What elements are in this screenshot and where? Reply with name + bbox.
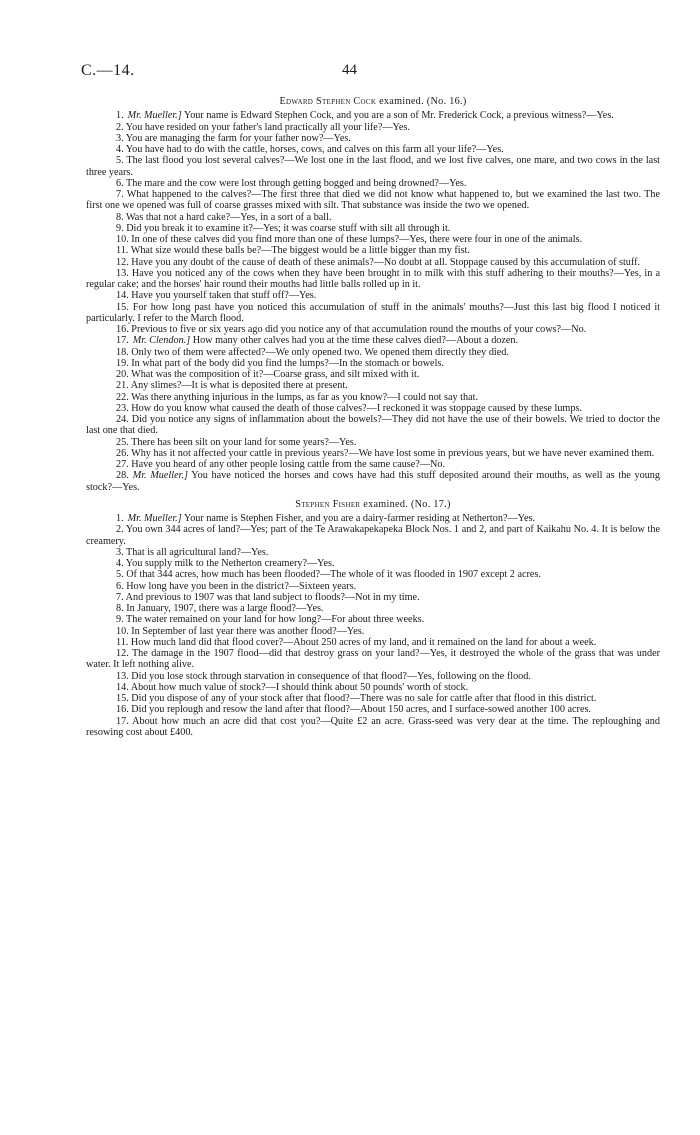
question-answer-text: And previous to 1907 was that land subject to floods?—Not in my time. bbox=[123, 591, 420, 603]
qa-paragraph bbox=[86, 437, 660, 448]
qa-paragraph bbox=[86, 470, 660, 493]
qa-paragraph bbox=[86, 380, 660, 391]
question-number: 23. bbox=[116, 402, 129, 414]
question-number: 16. bbox=[116, 324, 129, 335]
question-number: 10. bbox=[116, 234, 129, 245]
qa-paragraph bbox=[86, 414, 660, 437]
question-answer-text: Why has it not affected your cattle in previous years?—We have lost some in previous years, but we have never examined them. bbox=[128, 447, 655, 459]
examiner-name: Mr. Mueller.] bbox=[132, 470, 188, 482]
examiner-name: Mr. Mueller.] bbox=[127, 110, 182, 122]
question-number: 15. bbox=[116, 693, 129, 704]
question-answer-text: What happened to the calves?—The first three that died we did not know what happened to, but we examined the last two. The first one we opened was full of coarse grasses mixed with silt. That substance was inside the two we opened. bbox=[86, 189, 660, 212]
witness-section bbox=[86, 499, 660, 738]
qa-paragraph bbox=[86, 603, 660, 614]
question-number: 1. bbox=[116, 110, 124, 122]
question-number: 13. bbox=[116, 670, 129, 682]
question-answer-text: Your name is Stephen Fisher, and you are a dairy-farmer residing at Netherton?—Yes. bbox=[181, 513, 536, 524]
question-answer-text: You have had to do with the cattle, horses, cows, and calves on this farm all your life?—Yes. bbox=[123, 144, 504, 155]
qa-paragraph bbox=[86, 716, 660, 739]
question-answer-text: You are managing the farm for your father now?—Yes. bbox=[123, 132, 351, 144]
qa-paragraph bbox=[86, 637, 660, 648]
qa-paragraph bbox=[86, 524, 660, 547]
section-title bbox=[86, 96, 660, 107]
qa-paragraph bbox=[86, 223, 660, 234]
question-number: 8. bbox=[116, 211, 124, 223]
question-answer-text: You own 344 acres of land?—Yes; part of the Te Arawakapekapeka Block Nos. 1 and 2, and part of Kaikahu No. 4. It is below the creamery. bbox=[86, 524, 660, 547]
qa-paragraph bbox=[86, 347, 660, 358]
qa-paragraph bbox=[86, 324, 660, 335]
qa-paragraph bbox=[86, 671, 660, 682]
question-answer-text: Have you any doubt of the cause of death of these animals?—No doubt at all. Stoppage caused by this accumulation of stuff. bbox=[128, 256, 641, 268]
question-answer-text: Did you dispose of any of your stock after that flood?—There was no sale for cattle after that flood in this district. bbox=[128, 693, 597, 704]
question-number: 3. bbox=[116, 546, 124, 558]
question-answer-text: What was the composition of it?—Coarse grass, and silt mixed with it. bbox=[128, 369, 420, 380]
paragraph-list bbox=[86, 513, 660, 738]
qa-paragraph bbox=[86, 403, 660, 414]
question-answer-text: Any slimes?—It is what is deposited there at present. bbox=[128, 380, 348, 392]
witness-name: Edward Stephen Cock bbox=[279, 96, 377, 107]
question-number: 22. bbox=[116, 391, 129, 403]
question-answer-text: Only two of them were affected?—We only opened two. We opened them directly they died. bbox=[128, 346, 509, 358]
question-answer-text: Have you heard of any other people losing cattle from the same cause?—No. bbox=[128, 459, 445, 470]
question-number: 1. bbox=[116, 513, 124, 524]
question-number: 3. bbox=[116, 132, 124, 144]
question-number: 7. bbox=[116, 189, 124, 200]
qa-paragraph bbox=[86, 245, 660, 256]
page-number: 44 bbox=[342, 62, 357, 78]
question-answer-text: What size would these balls be?—The biggest would be a little bigger than my fist. bbox=[128, 245, 470, 257]
qa-paragraph bbox=[86, 155, 660, 178]
question-number: 10. bbox=[116, 625, 129, 637]
question-number: 15. bbox=[116, 301, 129, 313]
qa-paragraph bbox=[86, 110, 660, 121]
question-number: 2. bbox=[116, 121, 124, 133]
question-number: 5. bbox=[116, 569, 124, 581]
question-number: 11. bbox=[116, 245, 129, 257]
question-number: 24. bbox=[116, 414, 129, 425]
question-answer-text: Of that 344 acres, how much has been flooded?—The whole of it was flooded in 1907 except 2 acres. bbox=[123, 569, 541, 581]
question-answer-text: You have noticed the horses and cows have had this stuff deposited around their mouths, as well as the young stock?—Yes. bbox=[86, 470, 660, 493]
question-answer-text: Was that not a hard cake?—Yes, in a sort of a ball. bbox=[123, 211, 332, 223]
qa-paragraph bbox=[86, 392, 660, 403]
question-number: 6. bbox=[116, 580, 124, 592]
qa-paragraph bbox=[86, 547, 660, 558]
qa-paragraph bbox=[86, 704, 660, 715]
question-answer-text: About how much an acre did that cost you?—Quite £2 an acre. Grass-seed was very dear at the time. The reploughing and resowing cost about £400. bbox=[86, 715, 660, 738]
question-answer-text: About how much value of stock?—I should think about 50 pounds' worth of stock. bbox=[128, 681, 469, 693]
qa-paragraph bbox=[86, 257, 660, 268]
question-answer-text: Previous to five or six years ago did you notice any of that accumulation round the mouths of your cows?—No. bbox=[128, 324, 587, 335]
question-answer-text: How much land did that flood cover?—About 250 acres of my land, and it remained on the land for about a week. bbox=[128, 636, 597, 648]
qa-paragraph bbox=[86, 693, 660, 704]
qa-paragraph bbox=[86, 626, 660, 637]
question-answer-text: There has been silt on your land for some years?—Yes. bbox=[128, 436, 357, 448]
question-number: 27. bbox=[116, 459, 129, 470]
qa-paragraph bbox=[86, 558, 660, 569]
examiner-name: Mr. Mueller.] bbox=[127, 513, 182, 524]
body-text bbox=[86, 96, 660, 738]
qa-paragraph bbox=[86, 513, 660, 524]
question-number: 25. bbox=[116, 436, 129, 448]
qa-paragraph bbox=[86, 369, 660, 380]
question-number: 21. bbox=[116, 380, 129, 392]
witness-name: Stephen Fisher bbox=[295, 498, 361, 510]
question-number: 14. bbox=[116, 290, 129, 302]
qa-paragraph bbox=[86, 569, 660, 580]
qa-paragraph bbox=[86, 358, 660, 369]
qa-paragraph bbox=[86, 178, 660, 189]
qa-paragraph bbox=[86, 682, 660, 693]
qa-paragraph bbox=[86, 144, 660, 155]
question-answer-text: That is all agricultural land?—Yes. bbox=[123, 546, 269, 558]
qa-paragraph bbox=[86, 448, 660, 459]
qa-paragraph bbox=[86, 335, 660, 346]
question-number: 20. bbox=[116, 369, 129, 380]
question-answer-text: Your name is Edward Stephen Cock, and you are a son of Mr. Frederick Cock, a previous witness?—Yes. bbox=[181, 110, 614, 122]
qa-paragraph bbox=[86, 592, 660, 603]
question-answer-text: For how long past have you noticed this accumulation of stuff in the animals' mouths?—Just this last big flood I noticed it particularly. I refer to the March flood. bbox=[86, 301, 660, 324]
qa-paragraph bbox=[86, 212, 660, 223]
question-answer-text: Did you lose stock through starvation in consequence of that flood?—Yes, following on the flood. bbox=[128, 670, 531, 682]
qa-paragraph bbox=[86, 581, 660, 592]
question-number: 18. bbox=[116, 346, 129, 358]
question-number: 17. bbox=[116, 335, 129, 347]
qa-paragraph bbox=[86, 133, 660, 144]
question-answer-text: In January, 1907, there was a large flood?—Yes. bbox=[123, 603, 324, 614]
question-number: 28. bbox=[116, 470, 129, 482]
question-number: 4. bbox=[116, 144, 124, 155]
question-answer-text: In one of these calves did you find more than one of these lumps?—Yes, there were four in one of the animals. bbox=[128, 234, 583, 245]
witness-section bbox=[86, 96, 660, 493]
question-answer-text: You have resided on your father's land practically all your life?—Yes. bbox=[123, 121, 410, 133]
question-number: 12. bbox=[116, 648, 129, 659]
question-answer-text: Have you noticed any of the cows when they have been brought in to milk with this stuff adhering to their mouths?—Yes, in a regular cake; and the horses' hair round their mouths had little balls rolled up in it. bbox=[86, 267, 660, 290]
question-number: 13. bbox=[116, 267, 129, 279]
question-answer-text: The damage in the 1907 flood—did that destroy grass on your land?—Yes, it destroyed the whole of the grass that was under water. It left nothing alive. bbox=[86, 648, 660, 671]
qa-paragraph bbox=[86, 268, 660, 291]
question-number: 11. bbox=[116, 636, 129, 648]
question-answer-text: Did you notice any signs of inflammation about the bowels?—They did not have the use of their bowels. We tried to doctor the last one that died. bbox=[86, 414, 660, 437]
question-number: 14. bbox=[116, 681, 129, 693]
section-title bbox=[86, 499, 660, 510]
question-number: 4. bbox=[116, 558, 124, 569]
question-number: 5. bbox=[116, 155, 124, 167]
question-answer-text: How many other calves had you at the time these calves died?—About a dozen. bbox=[190, 335, 519, 347]
qa-paragraph bbox=[86, 122, 660, 133]
question-answer-text: How do you know what caused the death of those calves?—I reckoned it was stoppage caused by these lumps. bbox=[128, 402, 582, 414]
qa-paragraph bbox=[86, 290, 660, 301]
question-number: 2. bbox=[116, 524, 124, 536]
question-answer-text: How long have you been in the district?—Sixteen years. bbox=[123, 580, 357, 592]
qa-paragraph bbox=[86, 189, 660, 212]
question-number: 19. bbox=[116, 357, 129, 369]
question-number: 6. bbox=[116, 177, 124, 189]
qa-paragraph bbox=[86, 234, 660, 245]
qa-paragraph bbox=[86, 459, 660, 470]
section-number: examined. (No. 16.) bbox=[376, 96, 467, 107]
question-number: 8. bbox=[116, 603, 124, 614]
qa-paragraph bbox=[86, 648, 660, 671]
question-answer-text: In what part of the body did you find the lumps?—In the stomach or bowels. bbox=[128, 357, 444, 369]
question-answer-text: The last flood you lost several calves?—We lost one in the last flood, and we lost five calves, one mare, and two cows in the last three years. bbox=[86, 155, 660, 178]
question-number: 9. bbox=[116, 222, 124, 234]
question-number: 26. bbox=[116, 447, 129, 459]
question-answer-text: Did you replough and resow the land after that flood?—About 150 acres, and I surface-sowed another 100 acres. bbox=[128, 704, 591, 716]
question-number: 17. bbox=[116, 715, 129, 727]
question-number: 9. bbox=[116, 614, 124, 626]
question-number: 12. bbox=[116, 256, 129, 268]
question-number: 16. bbox=[116, 704, 129, 716]
qa-paragraph bbox=[86, 614, 660, 625]
question-answer-text: Have you yourself taken that stuff off?—Yes. bbox=[128, 290, 317, 302]
qa-paragraph bbox=[86, 302, 660, 325]
question-answer-text: In September of last year there was another flood?—Yes. bbox=[128, 625, 365, 637]
question-answer-text: Did you break it to examine it?—Yes; it was coarse stuff with silt all through it. bbox=[123, 222, 451, 234]
section-number: examined. (No. 17.) bbox=[360, 498, 451, 510]
question-answer-text: You supply milk to the Netherton creamery?—Yes. bbox=[123, 558, 335, 569]
question-answer-text: Was there anything injurious in the lumps, as far as you know?—I could not say that. bbox=[128, 391, 478, 403]
question-answer-text: The water remained on your land for how long?—For about three weeks. bbox=[123, 614, 425, 626]
paragraph-list bbox=[86, 110, 660, 493]
question-answer-text: The mare and the cow were lost through getting bogged and being drowned?—Yes. bbox=[123, 177, 467, 189]
question-number: 7. bbox=[116, 591, 124, 603]
examiner-name: Mr. Clendon.] bbox=[132, 335, 191, 347]
report-code: C.—14. bbox=[81, 62, 135, 79]
